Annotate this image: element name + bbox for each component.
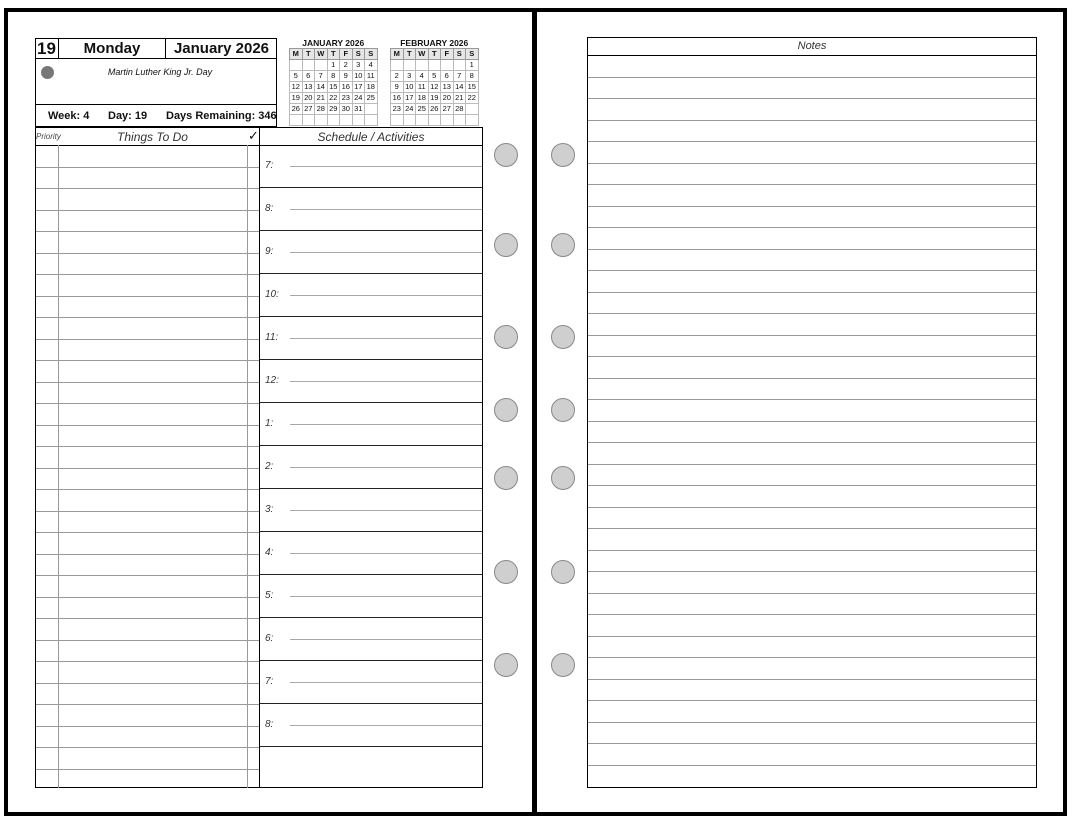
notes-row-rule[interactable] [588,528,1036,529]
todo-row-rule[interactable] [36,425,259,426]
schedule-hour-rule[interactable] [260,617,482,618]
todo-row-rule[interactable] [36,253,259,254]
notes-row-rule[interactable] [588,722,1036,723]
todo-row-rule[interactable] [36,382,259,383]
calendar-day: 23 [340,93,353,104]
schedule-hour-label: 8: [265,203,274,214]
notes-row-rule[interactable] [588,292,1036,293]
notes-row-rule[interactable] [588,98,1036,99]
calendar-day: 14 [315,82,328,93]
calendar-day: 8 [466,71,479,82]
todo-row-rule[interactable] [36,231,259,232]
binder-hole [551,325,575,349]
calendar-day: 30 [340,104,353,115]
calendar-day: 26 [290,104,303,115]
schedule-hour-rule[interactable] [260,273,482,274]
calendar-day: 15 [466,82,479,93]
calendar-day: 11 [365,71,378,82]
notes-row-rule[interactable] [588,679,1036,680]
schedule-hour-label: 7: [265,676,274,687]
notes-row-rule[interactable] [588,163,1036,164]
todo-row-rule[interactable] [36,210,259,211]
todo-row-rule[interactable] [36,403,259,404]
calendar-day: 1 [327,60,340,71]
todo-row-rule[interactable] [36,661,259,662]
notes-row-rule[interactable] [588,765,1036,766]
todo-row-rule[interactable] [36,597,259,598]
mini-calendar-title: FEBRUARY 2026 [400,38,469,48]
weekday-header: T [428,49,441,60]
calendar-day: 2 [340,60,353,71]
weekday-header: W [416,49,429,60]
notes-row-rule[interactable] [588,550,1036,551]
weekday-header: W [315,49,328,60]
notes-header-divider [587,55,1037,56]
notes-section [587,37,1037,788]
todo-row-rule[interactable] [36,296,259,297]
schedule-half-hour-rule[interactable] [290,209,482,210]
schedule-header-divider [259,145,483,146]
notes-row-rule[interactable] [588,442,1036,443]
todo-row-rule[interactable] [36,575,259,576]
calendar-day: 22 [466,93,479,104]
notes-row-rule[interactable] [588,636,1036,637]
calendar-day: 7 [315,71,328,82]
schedule-hour-rule[interactable] [260,531,482,532]
schedule-hour-rule[interactable] [260,187,482,188]
priority-column-rule [58,145,59,788]
calendar-day [441,115,454,126]
calendar-day: 4 [416,71,429,82]
schedule-hour-label: 4: [265,547,274,558]
calendar-day: 5 [428,71,441,82]
calendar-day: 19 [428,93,441,104]
calendar-day: 26 [428,104,441,115]
notes-row-rule[interactable] [588,77,1036,78]
calendar-day [365,115,378,126]
weekday: Monday [59,38,166,59]
calendar-day: 24 [403,104,416,115]
schedule-hour-label: 2: [265,461,274,472]
calendar-day: 25 [365,93,378,104]
binder-hole [494,143,518,167]
calendar-day [302,115,315,126]
calendar-day: 2 [391,71,404,82]
calendar-day: 15 [327,82,340,93]
todo-title: Things To Do [117,130,188,144]
weekday-header: M [290,49,303,60]
calendar-day: 14 [453,82,466,93]
weekday-header: S [365,49,378,60]
calendar-day: 10 [352,71,365,82]
schedule-half-hour-rule[interactable] [290,252,482,253]
notes-row-rule[interactable] [588,464,1036,465]
schedule-title: Schedule / Activities [317,130,425,144]
calendar-day: 28 [453,104,466,115]
day-of-year: Day: 19 [108,110,148,122]
calendar-day [340,115,353,126]
schedule-half-hour-rule[interactable] [290,166,482,167]
calendar-day: 23 [391,104,404,115]
holiday-name: Martin Luther King Jr. Day [107,67,213,77]
calendar-day [428,115,441,126]
calendar-day: 6 [302,71,315,82]
schedule-hour-label: 6: [265,633,274,644]
calendar-day [403,60,416,71]
calendar-day [453,60,466,71]
schedule-hour-rule[interactable] [260,703,482,704]
calendar-day: 28 [315,104,328,115]
calendar-day [403,115,416,126]
calendar-day: 12 [428,82,441,93]
calendar-day [391,115,404,126]
schedule-hour-label: 3: [265,504,274,515]
schedule-half-hour-rule[interactable] [290,639,482,640]
calendar-day [290,115,303,126]
schedule-hour-rule[interactable] [260,488,482,489]
calendar-day [302,60,315,71]
todo-row-rule[interactable] [36,683,259,684]
schedule-hour-rule[interactable] [260,359,482,360]
calendar-day [466,115,479,126]
calendar-day: 8 [327,71,340,82]
calendar-day [327,115,340,126]
notes-row-rule[interactable] [588,421,1036,422]
weekday-header: M [391,49,404,60]
binder-hole [494,398,518,422]
binder-hole [494,560,518,584]
calendar-day: 12 [290,82,303,93]
todo-row-rule[interactable] [36,446,259,447]
calendar-day [416,115,429,126]
todo-row-rule[interactable] [36,167,259,168]
binder-hole [494,466,518,490]
todo-row-rule[interactable] [36,618,259,619]
schedule-hour-label: 9: [265,246,274,257]
todo-row-rule[interactable] [36,511,259,512]
binder-hole [551,466,575,490]
notes-row-rule[interactable] [588,743,1036,744]
binder-hole [551,143,575,167]
todo-row-rule[interactable] [36,640,259,641]
schedule-hour-label: 8: [265,719,274,730]
schedule-hour-rule[interactable] [260,230,482,231]
schedule-hour-rule[interactable] [260,402,482,403]
mini-calendar-february [390,38,479,126]
mini-calendar-grid [390,48,479,126]
calendar-day: 3 [403,71,416,82]
todo-row-rule[interactable] [36,339,259,340]
calendar-day: 31 [352,104,365,115]
schedule-half-hour-rule[interactable] [290,381,482,382]
holiday-dot-icon [41,66,54,79]
todo-row-rule[interactable] [36,726,259,727]
schedule-hour-label: 12: [265,375,279,386]
weekday-header: T [302,49,315,60]
day-number: 19 [35,38,59,59]
schedule-half-hour-rule[interactable] [290,596,482,597]
notes-row-rule[interactable] [588,313,1036,314]
binder-hole [494,233,518,257]
notes-row-rule[interactable] [588,593,1036,594]
schedule-hour-rule[interactable] [260,316,482,317]
notes-row-rule[interactable] [588,571,1036,572]
schedule-hour-rule[interactable] [260,574,482,575]
todo-row-rule[interactable] [36,704,259,705]
notes-row-rule[interactable] [588,141,1036,142]
calendar-day: 17 [403,93,416,104]
binder-hole [551,560,575,584]
todo-section [35,127,260,788]
schedule-half-hour-rule[interactable] [290,725,482,726]
schedule-half-hour-rule[interactable] [290,424,482,425]
calendar-day: 11 [416,82,429,93]
calendar-day: 18 [365,82,378,93]
weekday-header: F [441,49,454,60]
schedule-hour-label: 1: [265,418,274,429]
week-number: Week: 4 [48,110,90,122]
notes-row-rule[interactable] [588,399,1036,400]
notes-row-rule[interactable] [588,657,1036,658]
calendar-day: 17 [352,82,365,93]
schedule-hour-label: 11: [265,332,279,343]
weekday-header: S [453,49,466,60]
todo-row-rule[interactable] [36,747,259,748]
calendar-day: 3 [352,60,365,71]
calendar-day: 13 [441,82,454,93]
schedule-hour-rule[interactable] [260,660,482,661]
notes-title: Notes [797,40,827,52]
schedule-hour-rule[interactable] [260,746,482,747]
days-remaining: Days Remaining: 346 [166,110,277,122]
binder-hole [551,233,575,257]
mini-calendar-grid [289,48,378,126]
calendar-day [453,115,466,126]
calendar-day [441,60,454,71]
todo-row-rule[interactable] [36,360,259,361]
notes-row-rule[interactable] [588,614,1036,615]
calendar-day: 16 [391,93,404,104]
calendar-day: 19 [290,93,303,104]
calendar-day [391,60,404,71]
binder-hole [494,325,518,349]
binder-hole [551,398,575,422]
calendar-day [290,60,303,71]
notes-row-rule[interactable] [588,507,1036,508]
priority-label: Priority [36,132,61,141]
calendar-day: 27 [441,104,454,115]
schedule-half-hour-rule[interactable] [290,553,482,554]
todo-row-rule[interactable] [36,188,259,189]
schedule-hour-rule[interactable] [260,445,482,446]
notes-row-rule[interactable] [588,184,1036,185]
notes-row-rule[interactable] [588,206,1036,207]
schedule-half-hour-rule[interactable] [290,682,482,683]
calendar-day: 22 [327,93,340,104]
calendar-day [428,60,441,71]
calendar-day: 24 [352,93,365,104]
calendar-day: 16 [340,82,353,93]
weekday-header: F [340,49,353,60]
weekday-header: T [403,49,416,60]
calendar-day: 9 [340,71,353,82]
calendar-day: 5 [290,71,303,82]
calendar-day: 21 [315,93,328,104]
calendar-day [315,60,328,71]
mini-calendar-title: JANUARY 2026 [302,38,365,48]
schedule-half-hour-rule[interactable] [290,510,482,511]
notes-row-rule[interactable] [588,270,1036,271]
schedule-half-hour-rule[interactable] [290,467,482,468]
calendar-day: 21 [453,93,466,104]
schedule-hour-label: 5: [265,590,274,601]
calendar-day [466,104,479,115]
calendar-day: 20 [441,93,454,104]
weekday-header: T [327,49,340,60]
weekday-header: S [466,49,479,60]
notes-row-rule[interactable] [588,700,1036,701]
calendar-day: 4 [365,60,378,71]
calendar-day [365,104,378,115]
mini-calendar-january [289,38,378,126]
check-column-rule [247,145,248,788]
calendar-day [315,115,328,126]
schedule-section [259,127,483,788]
calendar-day: 13 [302,82,315,93]
calendar-day: 18 [416,93,429,104]
notes-row-rule[interactable] [588,249,1036,250]
month-year: January 2026 [173,40,270,57]
notes-row-rule[interactable] [588,356,1036,357]
notes-row-rule[interactable] [588,485,1036,486]
todo-header-divider [35,145,260,146]
notes-row-rule[interactable] [588,378,1036,379]
todo-row-rule[interactable] [36,769,259,770]
schedule-hour-label: 10: [265,289,279,300]
week-info-divider [35,104,277,105]
schedule-half-hour-rule[interactable] [290,295,482,296]
todo-row-rule[interactable] [36,274,259,275]
calendar-day: 6 [441,71,454,82]
todo-row-rule[interactable] [36,468,259,469]
todo-row-rule[interactable] [36,317,259,318]
weekday-header: S [352,49,365,60]
schedule-hour-label: 7: [265,160,274,171]
calendar-day: 25 [416,104,429,115]
binder-hole [551,653,575,677]
notes-row-rule[interactable] [588,335,1036,336]
calendar-day: 1 [466,60,479,71]
schedule-half-hour-rule[interactable] [290,338,482,339]
calendar-day: 27 [302,104,315,115]
calendar-day: 20 [302,93,315,104]
todo-row-rule[interactable] [36,532,259,533]
todo-row-rule[interactable] [36,554,259,555]
calendar-day [352,115,365,126]
todo-check-label: ✓ [248,128,259,143]
calendar-day: 7 [453,71,466,82]
binder-hole [494,653,518,677]
notes-row-rule[interactable] [588,120,1036,121]
todo-row-rule[interactable] [36,489,259,490]
notes-row-rule[interactable] [588,227,1036,228]
calendar-day: 29 [327,104,340,115]
calendar-day: 10 [403,82,416,93]
calendar-day: 9 [391,82,404,93]
calendar-day [416,60,429,71]
